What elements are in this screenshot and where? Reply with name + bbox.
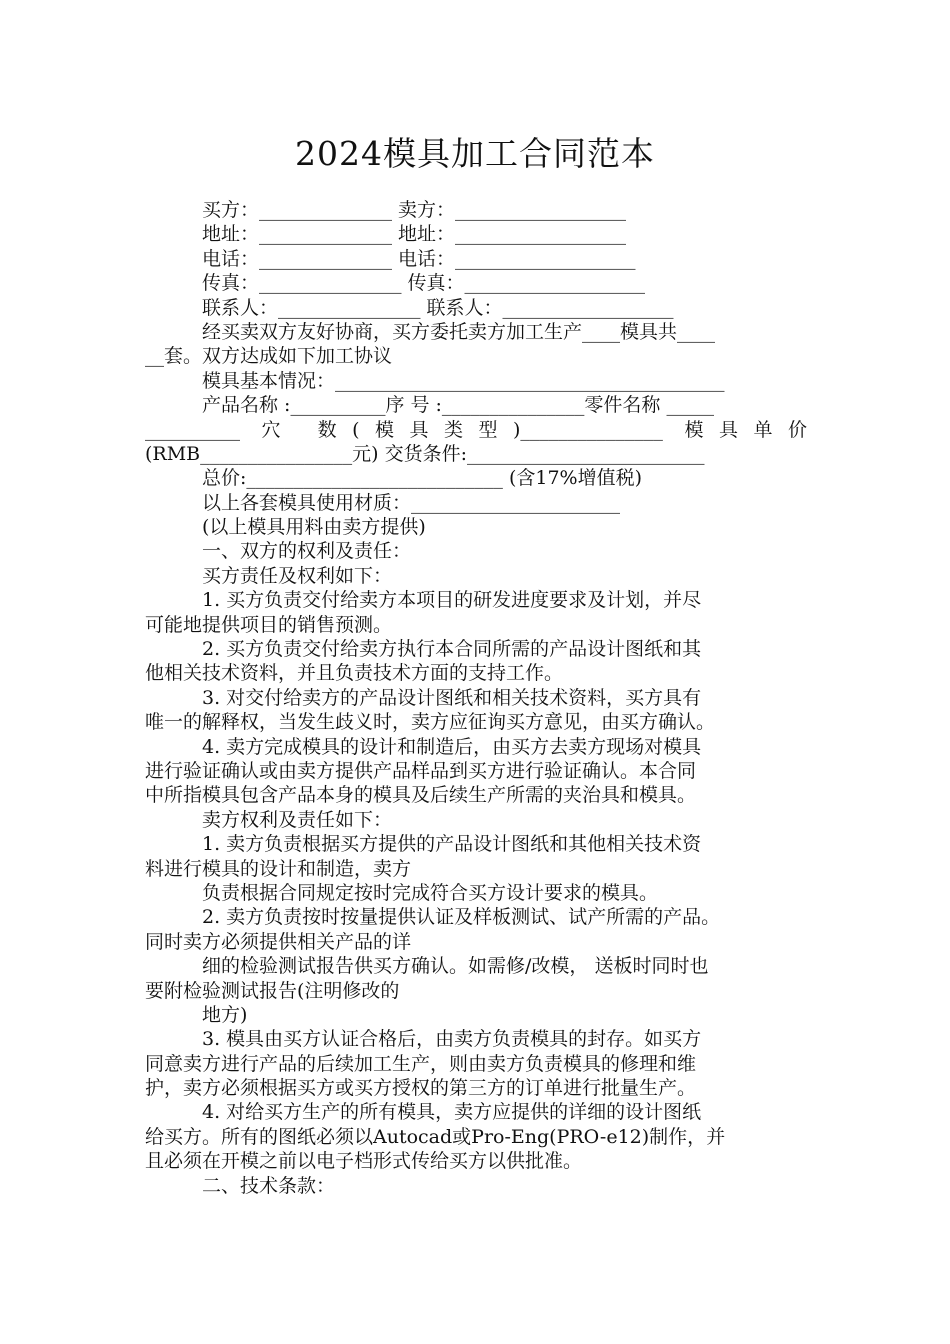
text-line: 总价:___________________________ (含17%增值税) bbox=[202, 467, 642, 490]
text-line: 且必须在开模之前以电子档形式传给买方以供批准。 bbox=[145, 1150, 583, 1173]
text-line: 要附检验测试报告(注明修改的 bbox=[145, 979, 400, 1002]
text-line: (以上模具用料由卖方提供) bbox=[202, 516, 426, 539]
text-line: 唯一的解释权，当发生歧义时，卖方应征询买方意见，由买方确认。 bbox=[145, 711, 716, 734]
text-line: __套。双方达成如下加工协议 bbox=[145, 345, 393, 368]
text-line: 4. 卖方完成模具的设计和制造后，由买方去卖方现场对模具 bbox=[202, 735, 702, 758]
text-line: 细的检验测试报告供买方确认。如需修/改模， 送板时同时也 bbox=[202, 955, 709, 978]
document-body bbox=[145, 198, 807, 1198]
text-line: 传真：_______________ 传真：___________________ bbox=[202, 272, 646, 295]
text-line: 电话：______________ 电话：___________________ bbox=[202, 247, 636, 270]
text-line: 他相关技术资料，并且负责技术方面的支持工作。 bbox=[145, 662, 564, 685]
text-line: 卖方权利及责任如下： bbox=[202, 808, 393, 831]
text-line: 3. 模具由买方认证合格后，由卖方负责模具的封存。如买方 bbox=[202, 1028, 702, 1051]
text-line: 同意卖方进行产品的后续加工生产，则由卖方负责模具的修理和维 bbox=[145, 1052, 697, 1075]
text-line: 以上各套模具使用材质：______________________ bbox=[202, 491, 621, 514]
text-line: 负责根据合同规定按时完成符合买方设计要求的模具。 bbox=[202, 881, 659, 904]
text-line: 给买方。所有的图纸必须以Autocad或Pro-Eng(PRO-e12)制作，并 bbox=[145, 1125, 726, 1148]
text-line: 进行验证确认或由卖方提供产品样品到买方进行验证确认。本合同 bbox=[145, 759, 697, 782]
document-title: 2024模具加工合同范本 bbox=[295, 134, 655, 173]
text-line: 料进行模具的设计和制造，卖方 bbox=[145, 857, 412, 880]
text-line: 买方责任及权利如下： bbox=[202, 564, 393, 587]
text-line: 产品名称 :__________序 号 :_______________零件名称 _____ bbox=[202, 394, 714, 417]
text-line: __________ 穴 数(模具类型)_______________ 模具单价 bbox=[145, 418, 807, 441]
text-line: 3. 对交付给卖方的产品设计图纸和相关技术资料，买方具有 bbox=[202, 686, 702, 709]
text-line: 模具基本情况：_________________________________________ bbox=[202, 369, 725, 392]
text-line: 2. 买方负责交付给卖方执行本合同所需的产品设计图纸和其 bbox=[202, 638, 702, 661]
text-line: 同时卖方必须提供相关产品的详 bbox=[145, 930, 412, 953]
text-line: 可能地提供项目的销售预测。 bbox=[145, 613, 393, 636]
text-line: (RMB________________元) 交货条件:_________________________ bbox=[145, 442, 705, 465]
text-line: 经买卖双方友好协商，买方委托卖方加工生产____模具共____ bbox=[202, 320, 716, 343]
text-line: 联系人：_______________ 联系人：__________________ bbox=[202, 296, 674, 319]
text-line: 一、双方的权利及责任： bbox=[202, 540, 412, 563]
text-line: 地方) bbox=[202, 1003, 248, 1026]
text-line: 1. 卖方负责根据买方提供的产品设计图纸和其他相关技术资 bbox=[202, 833, 702, 856]
text-line: 中所指模具包含产品本身的模具及后续生产所需的夹治具和模具。 bbox=[145, 784, 697, 807]
text-line: 二、技术条款： bbox=[202, 1174, 336, 1197]
text-line: 地址：______________ 地址：__________________ bbox=[202, 223, 627, 246]
text-line: 买方：______________ 卖方：__________________ bbox=[202, 199, 627, 221]
text-line: 护，卖方必须根据买方或买方授权的第三方的订单进行批量生产。 bbox=[145, 1077, 697, 1100]
text-line: 1. 买方负责交付给卖方本项目的研发进度要求及计划，并尽 bbox=[202, 589, 702, 612]
text-line: 2. 卖方负责按时按量提供认证及样板测试、试产所需的产品。 bbox=[202, 906, 721, 929]
text-line: 4. 对给买方生产的所有模具，卖方应提供的详细的设计图纸 bbox=[202, 1101, 702, 1124]
